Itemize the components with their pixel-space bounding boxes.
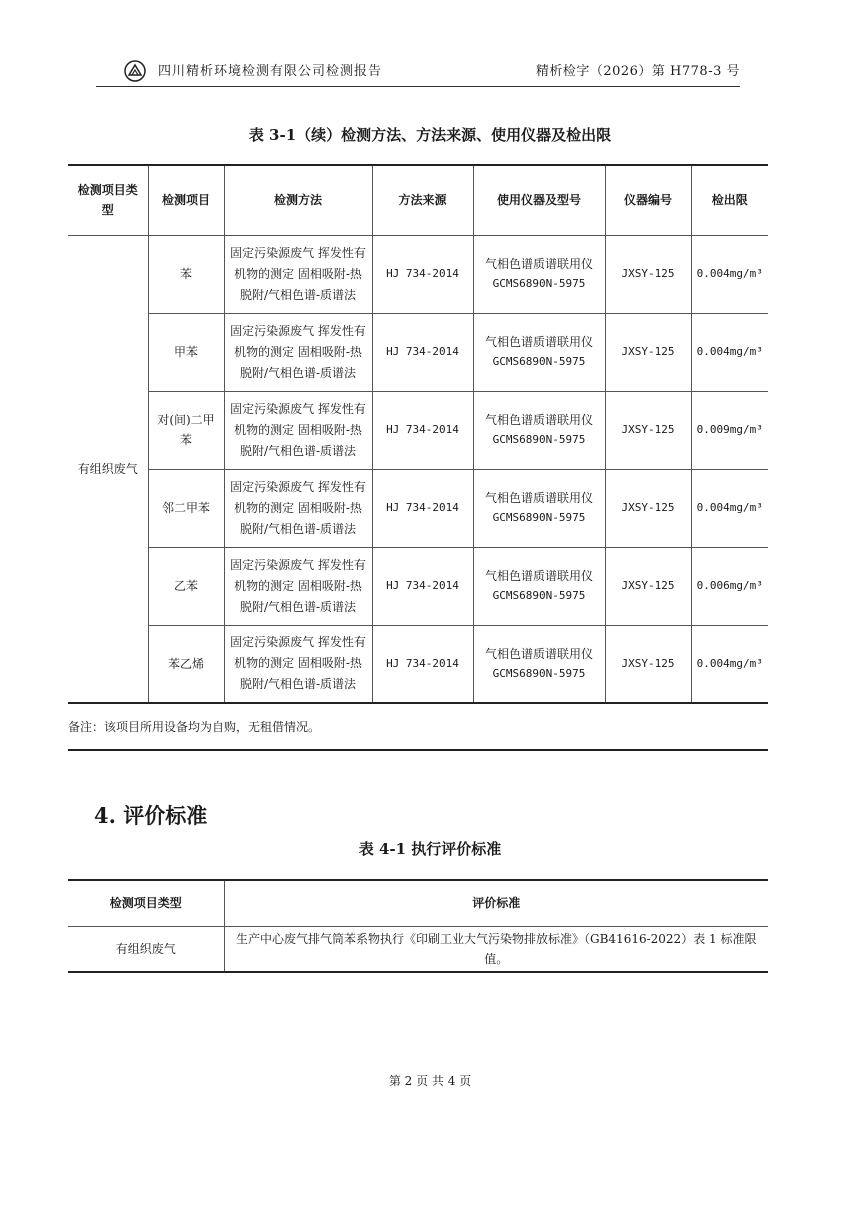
- instrument-no-cell: JXSY-125: [605, 625, 691, 703]
- instrument-cell: [473, 313, 605, 391]
- company-name: 四川精析环境检测有限公司检测报告: [158, 64, 383, 79]
- instrument-name: 气相色谱质谱联用仪: [484, 413, 593, 427]
- instrument-model: GCMS6890N-5975: [492, 589, 586, 602]
- instrument-no-cell: JXSY-125: [605, 547, 691, 625]
- table2-title: 表 4-1 执行评价标准: [358, 840, 502, 858]
- source-cell: HJ 734-2014: [372, 391, 473, 469]
- method-cell: 固定污染源废气 挥发性有机物的测定 固相吸附-热脱附/气相色谱-质谱法: [224, 469, 372, 547]
- table1-title: 表 3-1（续）检测方法、方法来源、使用仪器及检出限: [248, 126, 612, 144]
- table-row: [68, 313, 768, 391]
- section-heading: 4. 评价标准: [94, 803, 208, 828]
- method-cell: 固定污染源废气 挥发性有机物的测定 固相吸附-热脱附/气相色谱-质谱法: [224, 391, 372, 469]
- header-category: 检测项目类型: [68, 880, 224, 926]
- item-cell: 邻二甲苯: [148, 469, 224, 547]
- category-cell: 有组织废气: [68, 235, 148, 703]
- header-category: 检测项目类型: [68, 165, 148, 235]
- method-cell: 固定污染源废气 挥发性有机物的测定 固相吸附-热脱附/气相色谱-质谱法: [224, 313, 372, 391]
- header-instrument: 使用仪器及型号: [473, 165, 605, 235]
- instrument-name: 气相色谱质谱联用仪: [484, 491, 593, 505]
- item-cell: 对(间)二甲苯: [148, 391, 224, 469]
- limit-cell: 0.004mg/m³: [691, 469, 768, 547]
- method-cell: 固定污染源废气 挥发性有机物的测定 固相吸附-热脱附/气相色谱-质谱法: [224, 547, 372, 625]
- instrument-cell: [473, 625, 605, 703]
- header-method: 检测方法: [224, 165, 372, 235]
- evaluation-standard-table: [68, 879, 768, 973]
- header-standard: 评价标准: [224, 880, 768, 926]
- limit-cell: 0.006mg/m³: [691, 547, 768, 625]
- source-cell: HJ 734-2014: [372, 469, 473, 547]
- instrument-name: 气相色谱质谱联用仪: [484, 646, 593, 661]
- limit-cell: 0.004mg/m³: [691, 625, 768, 703]
- source-cell: HJ 734-2014: [372, 313, 473, 391]
- divider: [68, 749, 768, 751]
- table-header-row: [68, 880, 768, 926]
- category-cell: 有组织废气: [68, 926, 224, 972]
- instrument-cell: [473, 469, 605, 547]
- instrument-no-cell: JXSY-125: [605, 313, 691, 391]
- page-header: [96, 54, 740, 87]
- detection-method-table: [68, 164, 768, 704]
- table-header-row: [68, 165, 768, 235]
- instrument-no-cell: JXSY-125: [605, 391, 691, 469]
- item-cell: 乙苯: [148, 547, 224, 625]
- limit-cell: 0.004mg/m³: [691, 313, 768, 391]
- instrument-name: 气相色谱质谱联用仪: [484, 335, 593, 349]
- instrument-name: 气相色谱质谱联用仪: [484, 257, 593, 271]
- instrument-model: GCMS6890N-5975: [492, 511, 586, 524]
- header-instrument-no: 仪器编号: [605, 165, 691, 235]
- item-cell: 苯: [148, 235, 224, 313]
- table-row: [68, 547, 768, 625]
- table-row: [68, 391, 768, 469]
- instrument-model: GCMS6890N-5975: [492, 277, 586, 290]
- source-cell: HJ 734-2014: [372, 547, 473, 625]
- source-cell: HJ 734-2014: [372, 235, 473, 313]
- source-cell: HJ 734-2014: [372, 625, 473, 703]
- instrument-cell: [473, 391, 605, 469]
- instrument-no-cell: JXSY-125: [605, 469, 691, 547]
- page-number: 第 2 页 共 4 页: [388, 1074, 472, 1088]
- instrument-cell: [473, 547, 605, 625]
- header-limit: 检出限: [691, 165, 768, 235]
- header-source: 方法来源: [372, 165, 473, 235]
- instrument-cell: [473, 235, 605, 313]
- table1-note: 备注：该项目所用设备均为自购，无租借情况。: [68, 720, 321, 734]
- table-row: [68, 469, 768, 547]
- report-number: 精析检字（2026）第 H778-3 号: [535, 64, 740, 79]
- instrument-no-cell: JXSY-125: [605, 235, 691, 313]
- table-row: [68, 235, 768, 313]
- instrument-model: GCMS6890N-5975: [492, 666, 586, 680]
- table-row: [68, 926, 768, 972]
- header-item: 检测项目: [148, 165, 224, 235]
- item-cell: 苯乙烯: [148, 625, 224, 703]
- instrument-model: GCMS6890N-5975: [492, 433, 586, 446]
- item-cell: 甲苯: [148, 313, 224, 391]
- company-logo-icon: [124, 60, 146, 82]
- instrument-name: 气相色谱质谱联用仪: [484, 569, 593, 583]
- limit-cell: 0.004mg/m³: [691, 235, 768, 313]
- method-cell: 固定污染源废气 挥发性有机物的测定 固相吸附-热脱附/气相色谱-质谱法: [224, 625, 372, 703]
- table-row: [68, 625, 768, 703]
- limit-cell: 0.009mg/m³: [691, 391, 768, 469]
- instrument-model: GCMS6890N-5975: [492, 355, 586, 368]
- method-cell: 固定污染源废气 挥发性有机物的测定 固相吸附-热脱附/气相色谱-质谱法: [224, 235, 372, 313]
- standard-cell: 生产中心废气排气筒苯系物执行《印刷工业大气污染物排放标准》（GB41616-2022）表 1 标准限值。: [224, 926, 768, 972]
